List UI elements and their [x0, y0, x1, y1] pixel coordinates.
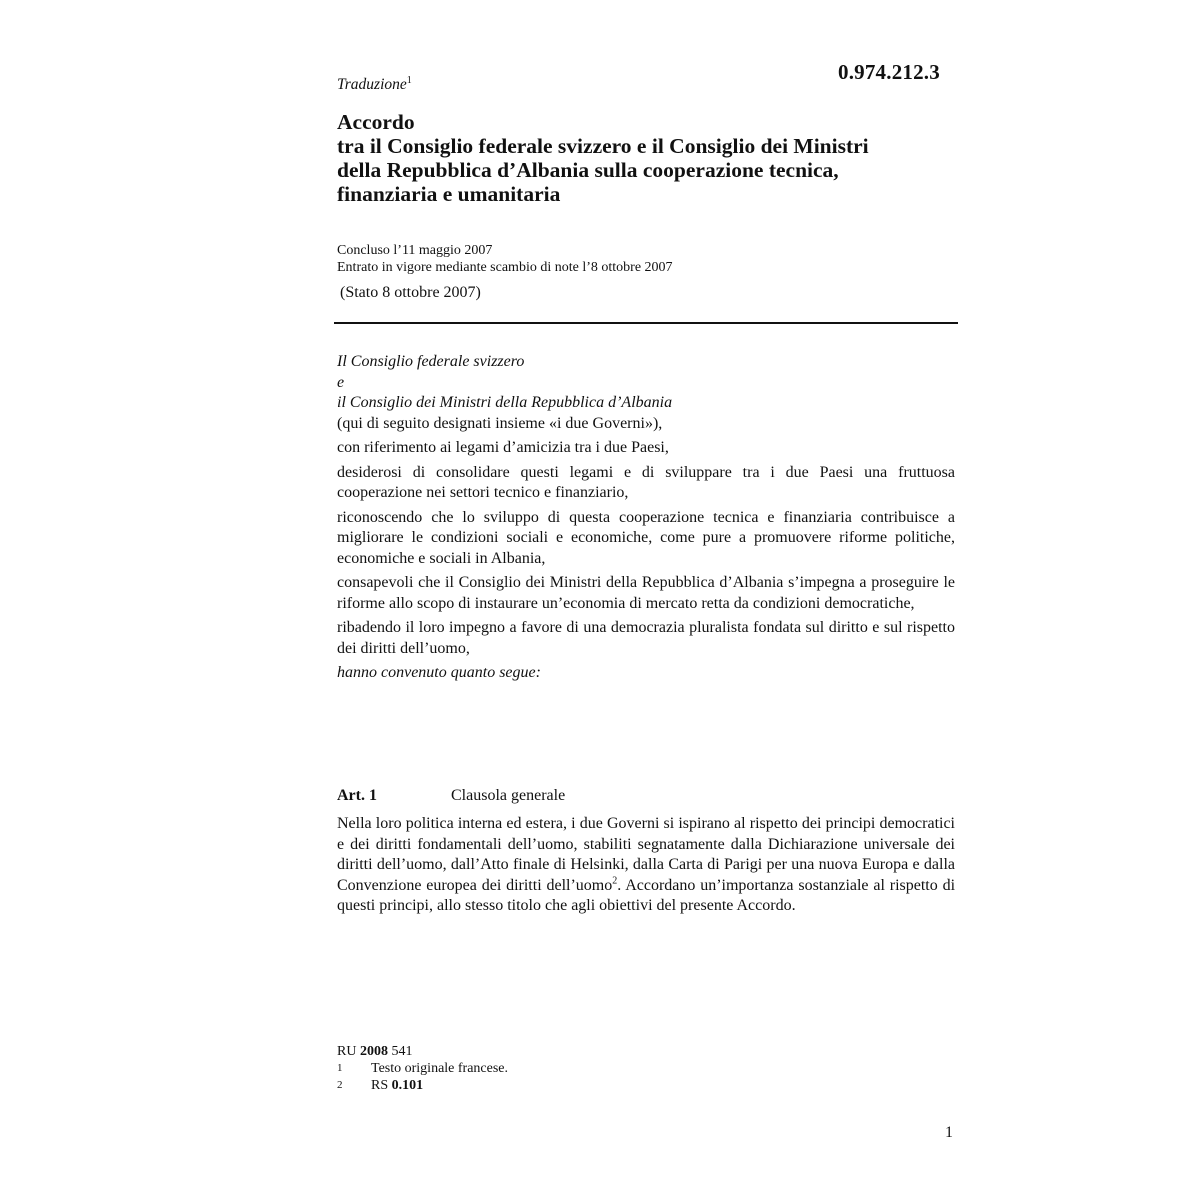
title-line: Accordo — [337, 110, 415, 134]
recital: consapevoli che il Consiglio dei Ministri della Repubblica d’Albania s’impegna a proseguire le riforme allo scopo di instaurare un’economia di mercato retta da condizioni democratiche, — [337, 574, 955, 612]
footnote — [337, 1077, 508, 1094]
page-number: 1 — [945, 1124, 953, 1141]
entry-into-force: Entrato in vigore mediante scambio di note l’8 ottobre 2007 — [337, 260, 673, 275]
footnotes — [337, 1043, 508, 1094]
footnote-ref-2[interactable]: 2 — [612, 875, 618, 887]
ru-page: 541 — [391, 1044, 413, 1059]
footnote-number: 2 — [337, 1079, 343, 1091]
footnote-text-bold[interactable]: 0.101 — [391, 1078, 424, 1093]
ru-year: 2008 — [359, 1044, 388, 1059]
translation-label-text: Traduzione — [337, 76, 407, 93]
footnote-text: Testo originale francese. — [371, 1061, 509, 1076]
title-line: tra il Consiglio federale svizzero e il Consiglio dei Ministri — [337, 134, 869, 158]
sr-number: 0.974.212.3 — [838, 60, 940, 84]
article-1 — [337, 786, 955, 917]
parties-designation: (qui di seguito designati insieme «i due Governi»), — [337, 414, 663, 432]
document-meta — [337, 242, 673, 276]
footnote-text-prefix[interactable]: RS — [371, 1078, 389, 1093]
recital: desiderosi di consolidare questi legami e di sviluppare tra i due Paesi una fruttuosa cooperazione nei settori tecnico e finanziario, — [337, 463, 955, 501]
preamble-closing: hanno convenuto quanto segue: — [337, 664, 541, 681]
footnote-number: 1 — [337, 1062, 343, 1074]
recital: ribadendo il loro impegno a favore di una democrazia pluralista fondata sul diritto e sul rispetto dei diritti dell’uomo, — [337, 619, 955, 657]
ru-reference — [337, 1043, 508, 1060]
document-title — [337, 110, 977, 206]
translation-label — [337, 76, 412, 94]
title-line: finanziaria e umanitaria — [337, 182, 561, 206]
footnote — [337, 1060, 508, 1077]
article-title: Clausola generale — [451, 787, 566, 804]
party-conjunction: e — [337, 373, 345, 391]
ru-prefix: RU — [337, 1044, 357, 1059]
article-body-text-cont: . Accordano un’importanza sostanziale al rispetto di questi principi, allo stesso titolo che agli obiettivi del presente Accordo. — [337, 876, 956, 914]
article-number: Art. 1 — [337, 787, 377, 804]
article-heading — [337, 786, 955, 806]
status-date: (Stato 8 ottobre 2007) — [340, 284, 481, 301]
party-2: il Consiglio dei Ministri della Repubblica d’Albania — [337, 394, 673, 411]
article-body-text: Nella loro politica interna ed estera, i due Governi si ispirano al rispetto dei principi democratici e dei diritti fondamentali dell’uomo, stabiliti segnatamente dalla Dichiarazione universale dei diritti dell’uomo, dall’Atto finale di Helsinki, dalla Carta di Parigi per una nuova Europa e dalla Convenzione europea dei diritti dell’uomo — [337, 815, 955, 894]
party-1: Il Consiglio federale svizzero — [337, 353, 525, 370]
article-body — [337, 814, 955, 917]
recital: con riferimento ai legami d’amicizia tra i due Paesi, — [337, 439, 669, 456]
concluded-date: Concluso l’11 maggio 2007 — [337, 243, 493, 258]
title-line: della Repubblica d’Albania sulla cooperazione tecnica, — [337, 158, 839, 182]
header-divider — [334, 322, 958, 324]
footnote-ref-1[interactable]: 1 — [406, 74, 412, 86]
preamble — [337, 352, 955, 688]
recital: riconoscendo che lo sviluppo di questa cooperazione tecnica e finanziaria contribuisce a migliorare le condizioni sociali e economiche, come pure a promuovere riforme politiche, economiche e sociali in Albania, — [337, 508, 955, 567]
footnote-text — [371, 1077, 423, 1094]
